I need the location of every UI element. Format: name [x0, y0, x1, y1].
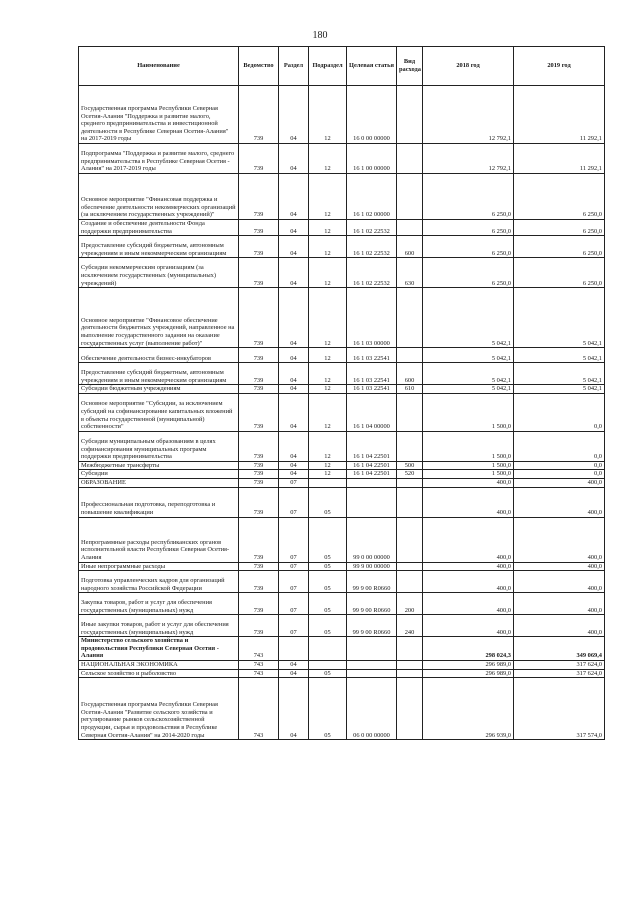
row-target-article-cell: 16 1 03 22541	[347, 348, 397, 363]
row-name-cell: Иные непрограммные расходы	[79, 562, 239, 571]
row-target-article-cell: 99 9 00 R0660	[347, 571, 397, 593]
row-razdel-cell: 04	[279, 236, 309, 258]
table-row	[79, 593, 605, 615]
row-2018-cell: 5 042,1	[423, 288, 514, 348]
row-2019-cell: 6 250,0	[514, 258, 605, 288]
row-razdel-cell: 04	[279, 363, 309, 385]
row-razdel-cell: 04	[279, 86, 309, 144]
table-row	[79, 669, 605, 678]
row-target-article-cell: 16 1 04 22501	[347, 431, 397, 461]
row-razdel-cell: 04	[279, 660, 309, 669]
row-expense-type-cell	[397, 660, 423, 669]
row-expense-type-cell: 500	[397, 461, 423, 470]
row-vedomstvo-cell: 739	[239, 385, 279, 394]
row-expense-type-cell: 630	[397, 258, 423, 288]
row-vedomstvo-cell: 739	[239, 593, 279, 615]
row-2018-cell: 6 250,0	[423, 258, 514, 288]
row-2018-cell: 296 939,0	[423, 678, 514, 740]
row-name-cell: Закупка товаров, работ и услуг для обеспечения государственных (муниципальных) нужд	[79, 593, 239, 615]
row-name-cell: Профессиональная подготовка, переподготовка и повышение квалификации	[79, 487, 239, 517]
row-expense-type-cell	[397, 517, 423, 562]
table-row	[79, 478, 605, 487]
row-name-cell: Субсидии бюджетным учреждениям	[79, 385, 239, 394]
row-2019-cell: 0,0	[514, 461, 605, 470]
row-name-cell: Непрограммные расходы республиканских органов исполнительной власти Республики Северная Осетия-Алания	[79, 517, 239, 562]
row-podrazdel-cell: 12	[309, 348, 347, 363]
row-razdel-cell: 07	[279, 615, 309, 637]
row-target-article-cell: 16 1 02 22532	[347, 236, 397, 258]
row-vedomstvo-cell: 739	[239, 517, 279, 562]
row-podrazdel-cell: 12	[309, 385, 347, 394]
row-razdel-cell: 04	[279, 348, 309, 363]
row-2018-cell: 296 989,0	[423, 669, 514, 678]
row-expense-type-cell	[397, 669, 423, 678]
row-expense-type-cell	[397, 637, 423, 661]
row-target-article-cell	[347, 478, 397, 487]
row-target-article-cell	[347, 669, 397, 678]
row-razdel-cell: 04	[279, 220, 309, 236]
row-podrazdel-cell: 05	[309, 571, 347, 593]
row-2019-cell: 400,0	[514, 615, 605, 637]
row-2019-cell: 11 292,1	[514, 86, 605, 144]
row-name-cell: НАЦИОНАЛЬНАЯ ЭКОНОМИКА	[79, 660, 239, 669]
row-podrazdel-cell	[309, 478, 347, 487]
row-vedomstvo-cell: 739	[239, 487, 279, 517]
row-podrazdel-cell: 05	[309, 593, 347, 615]
row-expense-type-cell	[397, 431, 423, 461]
table-row	[79, 461, 605, 470]
row-2018-cell: 6 250,0	[423, 236, 514, 258]
row-2019-cell: 0,0	[514, 431, 605, 461]
row-name-cell: Субсидии некоммерческим организациям (за исключением государственных (муниципальных) учреждений)	[79, 258, 239, 288]
row-vedomstvo-cell: 739	[239, 258, 279, 288]
table-row	[79, 470, 605, 479]
table-row	[79, 678, 605, 740]
row-2018-cell: 12 792,1	[423, 144, 514, 174]
row-2018-cell: 12 792,1	[423, 86, 514, 144]
row-expense-type-cell	[397, 487, 423, 517]
row-razdel-cell: 04	[279, 385, 309, 394]
row-podrazdel-cell: 12	[309, 288, 347, 348]
row-razdel-cell: 04	[279, 669, 309, 678]
row-podrazdel-cell: 12	[309, 174, 347, 220]
row-vedomstvo-cell: 739	[239, 571, 279, 593]
row-vedomstvo-cell: 739	[239, 348, 279, 363]
row-target-article-cell: 16 1 02 00000	[347, 174, 397, 220]
row-razdel-cell: 04	[279, 258, 309, 288]
column-header-expense-type: Вид расхода	[397, 47, 423, 86]
row-name-cell: Обеспечение деятельности бизнес-инкубаторов	[79, 348, 239, 363]
row-target-article-cell: 16 1 02 22532	[347, 220, 397, 236]
row-razdel-cell: 07	[279, 562, 309, 571]
page-number: 180	[312, 30, 328, 41]
row-razdel-cell: 04	[279, 393, 309, 431]
table-header-row	[79, 47, 605, 86]
table-row	[79, 220, 605, 236]
row-2019-cell: 6 250,0	[514, 220, 605, 236]
row-podrazdel-cell: 12	[309, 431, 347, 461]
table-row	[79, 637, 605, 661]
row-target-article-cell: 16 1 03 00000	[347, 288, 397, 348]
row-2019-cell: 5 042,1	[514, 288, 605, 348]
row-vedomstvo-cell: 739	[239, 393, 279, 431]
row-name-cell: Министерство сельского хозяйства и продовольствия Республики Северная Осетия - Алания	[79, 637, 239, 661]
table-row	[79, 562, 605, 571]
row-name-cell: Сельское хозяйство и рыболовство	[79, 669, 239, 678]
column-header-name: Наименование	[79, 47, 239, 86]
column-header-2018: 2018 год	[423, 47, 514, 86]
row-vedomstvo-cell: 743	[239, 660, 279, 669]
row-razdel-cell: 07	[279, 478, 309, 487]
row-2018-cell: 400,0	[423, 562, 514, 571]
row-target-article-cell: 99 0 00 00000	[347, 517, 397, 562]
row-2019-cell: 5 042,1	[514, 363, 605, 385]
row-target-article-cell: 16 1 04 22501	[347, 461, 397, 470]
row-2018-cell: 296 989,0	[423, 660, 514, 669]
row-name-cell: Создание и обеспечение деятельности Фонда поддержки предпринимательства	[79, 220, 239, 236]
row-2018-cell: 1 500,0	[423, 393, 514, 431]
row-expense-type-cell	[397, 562, 423, 571]
row-2018-cell: 5 042,1	[423, 385, 514, 394]
budget-table	[78, 46, 605, 740]
row-2019-cell: 400,0	[514, 517, 605, 562]
row-podrazdel-cell: 12	[309, 220, 347, 236]
row-razdel-cell: 04	[279, 431, 309, 461]
table-row	[79, 258, 605, 288]
row-2019-cell: 400,0	[514, 562, 605, 571]
row-podrazdel-cell	[309, 637, 347, 661]
row-vedomstvo-cell: 739	[239, 288, 279, 348]
row-target-article-cell: 06 0 00 00000	[347, 678, 397, 740]
row-razdel-cell: 04	[279, 470, 309, 479]
row-expense-type-cell: 600	[397, 236, 423, 258]
row-target-article-cell: 99 9 00 R0660	[347, 615, 397, 637]
row-vedomstvo-cell: 739	[239, 144, 279, 174]
row-podrazdel-cell: 05	[309, 678, 347, 740]
row-2018-cell: 400,0	[423, 517, 514, 562]
row-2019-cell: 317 624,0	[514, 669, 605, 678]
row-vedomstvo-cell: 739	[239, 470, 279, 479]
row-2018-cell: 400,0	[423, 487, 514, 517]
table-row	[79, 431, 605, 461]
row-2018-cell: 400,0	[423, 615, 514, 637]
row-podrazdel-cell: 12	[309, 363, 347, 385]
table-row	[79, 385, 605, 394]
row-2018-cell: 298 024,3	[423, 637, 514, 661]
row-razdel-cell: 04	[279, 461, 309, 470]
table-row	[79, 144, 605, 174]
row-expense-type-cell	[397, 220, 423, 236]
row-podrazdel-cell: 12	[309, 393, 347, 431]
row-target-article-cell: 16 0 00 00000	[347, 86, 397, 144]
row-podrazdel-cell: 05	[309, 562, 347, 571]
row-2019-cell: 5 042,1	[514, 385, 605, 394]
row-target-article-cell: 16 1 03 22541	[347, 363, 397, 385]
row-expense-type-cell	[397, 678, 423, 740]
row-expense-type-cell	[397, 174, 423, 220]
table-row	[79, 393, 605, 431]
row-razdel-cell	[279, 637, 309, 661]
row-podrazdel-cell: 12	[309, 461, 347, 470]
table-row	[79, 288, 605, 348]
row-name-cell: Предоставление субсидий бюджетным, автономным учреждениям и иным некоммерческим организациям	[79, 363, 239, 385]
row-razdel-cell: 07	[279, 571, 309, 593]
row-2019-cell: 400,0	[514, 571, 605, 593]
row-vedomstvo-cell: 739	[239, 431, 279, 461]
row-expense-type-cell	[397, 393, 423, 431]
row-2019-cell: 0,0	[514, 470, 605, 479]
row-podrazdel-cell	[309, 660, 347, 669]
row-podrazdel-cell: 05	[309, 615, 347, 637]
row-vedomstvo-cell: 743	[239, 669, 279, 678]
row-2019-cell: 6 250,0	[514, 174, 605, 220]
row-razdel-cell: 07	[279, 487, 309, 517]
row-target-article-cell: 16 1 00 00000	[347, 144, 397, 174]
table-row	[79, 571, 605, 593]
row-name-cell: Государственная программа Республики Северная Осетия-Алания "Развитие сельского хозяйства и регулирование рынков сельскохозяйственной продукции, сырья и продовольствия в Республике Северная Осетия-Алания" на 2014-2020 годы	[79, 678, 239, 740]
row-podrazdel-cell: 12	[309, 470, 347, 479]
row-vedomstvo-cell: 739	[239, 174, 279, 220]
row-vedomstvo-cell: 739	[239, 461, 279, 470]
row-2018-cell: 5 042,1	[423, 348, 514, 363]
row-expense-type-cell: 600	[397, 363, 423, 385]
row-2019-cell: 317 624,0	[514, 660, 605, 669]
row-name-cell: Межбюджетные трансферты	[79, 461, 239, 470]
row-name-cell: Иные закупки товаров, работ и услуг для обеспечения государственных (муниципальных) нужд	[79, 615, 239, 637]
row-2018-cell: 5 042,1	[423, 363, 514, 385]
row-podrazdel-cell: 05	[309, 669, 347, 678]
column-header-podrazdel: Подраздел	[309, 47, 347, 86]
table-row	[79, 86, 605, 144]
row-name-cell: Основное мероприятие "Финансовое обеспечение деятельности бюджетных учреждений, направленное на выполнение государственного задания на оказание государственных услуг (выполнение работ)"	[79, 288, 239, 348]
table-row	[79, 236, 605, 258]
table-row	[79, 487, 605, 517]
row-razdel-cell: 07	[279, 593, 309, 615]
row-2019-cell: 5 042,1	[514, 348, 605, 363]
table-row	[79, 174, 605, 220]
row-2019-cell: 400,0	[514, 487, 605, 517]
table-row	[79, 660, 605, 669]
row-target-article-cell: 99 9 00 00000	[347, 562, 397, 571]
row-vedomstvo-cell: 739	[239, 478, 279, 487]
row-2019-cell: 11 292,1	[514, 144, 605, 174]
column-header-razdel: Раздел	[279, 47, 309, 86]
row-expense-type-cell	[397, 86, 423, 144]
row-name-cell: Подготовка управленческих кадров для организаций народного хозяйства Российской Федерации	[79, 571, 239, 593]
table-row	[79, 517, 605, 562]
row-expense-type-cell: 200	[397, 593, 423, 615]
row-2018-cell: 1 500,0	[423, 431, 514, 461]
row-vedomstvo-cell: 739	[239, 363, 279, 385]
row-expense-type-cell: 520	[397, 470, 423, 479]
row-podrazdel-cell: 12	[309, 86, 347, 144]
row-2018-cell: 400,0	[423, 478, 514, 487]
row-name-cell: ОБРАЗОВАНИЕ	[79, 478, 239, 487]
table-row	[79, 363, 605, 385]
row-razdel-cell: 04	[279, 678, 309, 740]
column-header-2019: 2019 год	[514, 47, 605, 86]
row-2019-cell: 349 069,4	[514, 637, 605, 661]
table-row	[79, 348, 605, 363]
row-expense-type-cell	[397, 478, 423, 487]
row-vedomstvo-cell: 739	[239, 86, 279, 144]
row-name-cell: Основное мероприятие "Субсидии, за исключением субсидий на софинансирование капитальных вложений в объекты государственной (муниципальной) собственности"	[79, 393, 239, 431]
row-2019-cell: 317 574,0	[514, 678, 605, 740]
row-name-cell: Подпрограмма "Поддержка и развитие малого, среднего предпринимательства в Республике Северная Осетия - Алания" на 2017-2019 годы	[79, 144, 239, 174]
row-2018-cell: 1 500,0	[423, 470, 514, 479]
row-vedomstvo-cell: 743	[239, 678, 279, 740]
row-razdel-cell: 07	[279, 517, 309, 562]
row-name-cell: Субсидии	[79, 470, 239, 479]
row-razdel-cell: 04	[279, 144, 309, 174]
row-expense-type-cell: 240	[397, 615, 423, 637]
row-target-article-cell: 16 1 04 00000	[347, 393, 397, 431]
row-target-article-cell: 16 1 04 22501	[347, 470, 397, 479]
row-2019-cell: 400,0	[514, 593, 605, 615]
row-2018-cell: 6 250,0	[423, 174, 514, 220]
row-razdel-cell: 04	[279, 174, 309, 220]
row-2018-cell: 6 250,0	[423, 220, 514, 236]
row-target-article-cell: 16 1 03 22541	[347, 385, 397, 394]
row-2019-cell: 6 250,0	[514, 236, 605, 258]
row-vedomstvo-cell: 739	[239, 220, 279, 236]
row-target-article-cell	[347, 487, 397, 517]
row-2018-cell: 400,0	[423, 571, 514, 593]
row-2018-cell: 1 500,0	[423, 461, 514, 470]
row-name-cell: Государственная программа Республики Северная Осетия-Алания "Поддержка и развитие малого, среднего предпринимательства и инвестиционной деятельности в Республике Северная Осетия-Алания" на 2017-2019 годы	[79, 86, 239, 144]
row-expense-type-cell: 610	[397, 385, 423, 394]
row-razdel-cell: 04	[279, 288, 309, 348]
row-podrazdel-cell: 05	[309, 517, 347, 562]
row-2019-cell: 400,0	[514, 478, 605, 487]
column-header-target-article: Целевая статья	[347, 47, 397, 86]
row-2019-cell: 0,0	[514, 393, 605, 431]
row-name-cell: Субсидии муниципальным образованиям в целях софинансирования муниципальных программ поддержки предпринимательства	[79, 431, 239, 461]
row-podrazdel-cell: 12	[309, 236, 347, 258]
row-expense-type-cell	[397, 348, 423, 363]
row-name-cell: Основное мероприятие "Финансовая поддержка и обеспечение деятельности некоммерческих организаций (за исключением государственных учреждений)"	[79, 174, 239, 220]
row-vedomstvo-cell: 739	[239, 236, 279, 258]
row-podrazdel-cell: 12	[309, 258, 347, 288]
row-podrazdel-cell: 05	[309, 487, 347, 517]
row-vedomstvo-cell: 739	[239, 562, 279, 571]
row-target-article-cell	[347, 637, 397, 661]
row-vedomstvo-cell: 743	[239, 637, 279, 661]
row-2018-cell: 400,0	[423, 593, 514, 615]
row-expense-type-cell	[397, 571, 423, 593]
table-row	[79, 615, 605, 637]
row-vedomstvo-cell: 739	[239, 615, 279, 637]
row-target-article-cell: 99 9 00 R0660	[347, 593, 397, 615]
row-name-cell: Предоставление субсидий бюджетным, автономным учреждениям и иным некоммерческим организациям	[79, 236, 239, 258]
row-expense-type-cell	[397, 144, 423, 174]
row-expense-type-cell	[397, 288, 423, 348]
row-target-article-cell	[347, 660, 397, 669]
row-podrazdel-cell: 12	[309, 144, 347, 174]
column-header-vedomstvo: Ведомство	[239, 47, 279, 86]
row-target-article-cell: 16 1 02 22532	[347, 258, 397, 288]
